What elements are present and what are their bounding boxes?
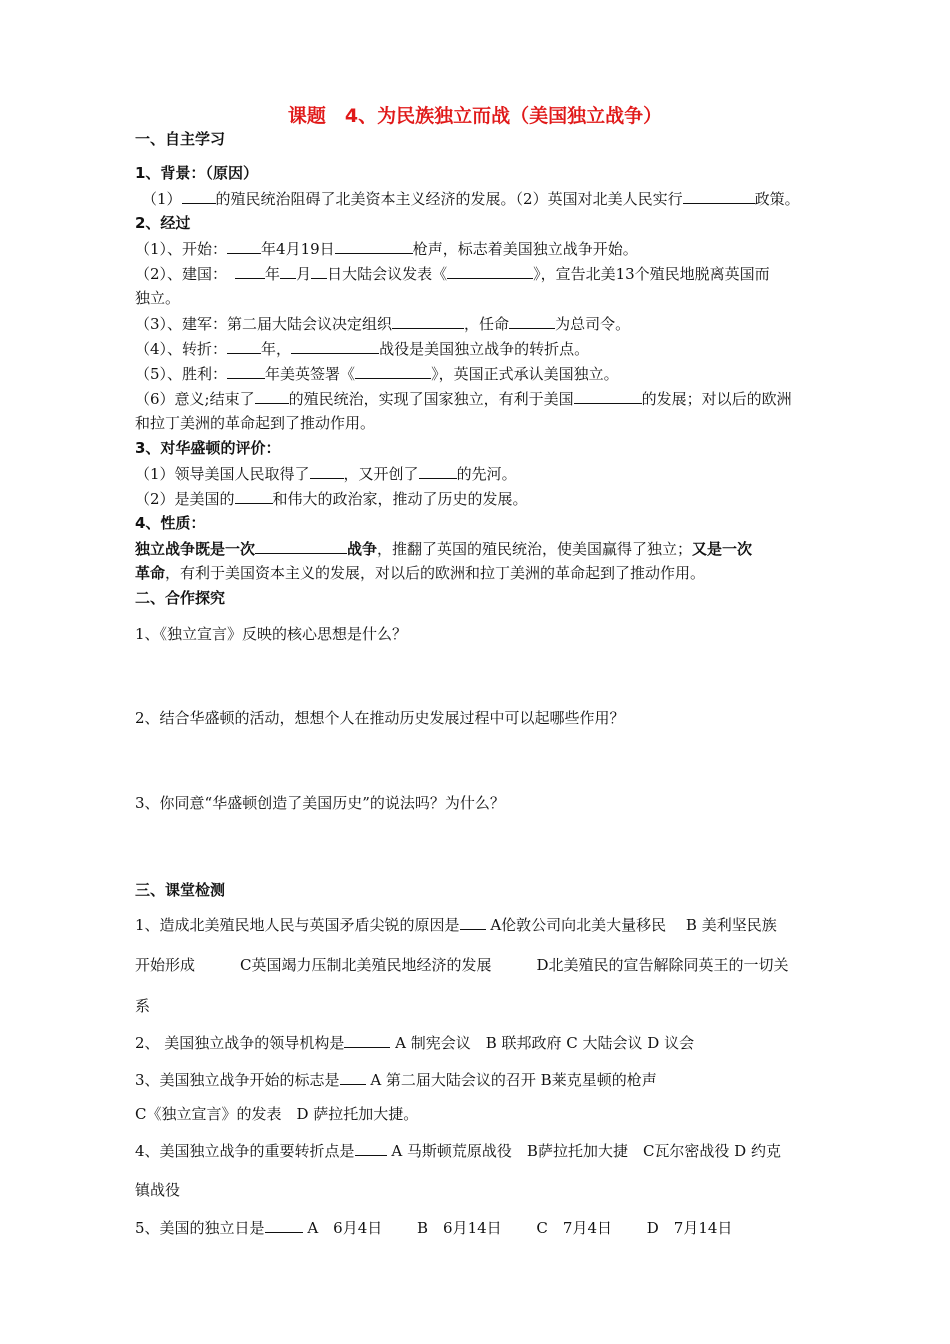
process-meaning-line-2: 和拉丁美洲的革命起到了推动作用。 bbox=[135, 414, 376, 432]
test-question-1: 1、造成北美殖民地人民与英国矛盾尖锐的原因是 A伦敦公司向北美大量移民 B 美利坚民族 bbox=[135, 916, 777, 934]
answer-blank[interactable] bbox=[291, 338, 379, 354]
answer-blank[interactable] bbox=[335, 238, 413, 254]
answer-blank[interactable] bbox=[344, 1032, 390, 1048]
section-heading-self-study: 一、自主学习 bbox=[135, 130, 226, 148]
answer-blank[interactable] bbox=[255, 538, 347, 554]
answer-blank[interactable] bbox=[235, 488, 273, 504]
test-question-1-cont: 开始形成 C英国竭力压制北美殖民地经济的发展 D北美殖民的宣告解除同英王的一切关 bbox=[135, 956, 789, 974]
answer-blank[interactable] bbox=[574, 388, 642, 404]
test-question-3: 3、美国独立战争开始的标志是 A 第二届大陆会议的召开 B莱克星顿的枪声 bbox=[135, 1071, 657, 1089]
section-heading-cooperative-inquiry: 二、合作探究 bbox=[135, 589, 226, 607]
answer-blank[interactable] bbox=[447, 263, 533, 279]
background-line: （1） 的殖民统治阻碍了北美资本主义经济的发展。（2）英国对北美人民实行 政策。 bbox=[142, 190, 800, 208]
answer-blank[interactable] bbox=[419, 463, 457, 479]
answer-blank[interactable] bbox=[227, 363, 265, 379]
answer-blank[interactable] bbox=[311, 263, 327, 279]
answer-blank[interactable] bbox=[683, 188, 755, 204]
page-title: 课题 4、为民族独立而战（美国独立战争） bbox=[287, 105, 663, 127]
test-question-3-cont: C《独立宣言》的发表 D 萨拉托加大捷。 bbox=[135, 1105, 419, 1123]
answer-blank[interactable] bbox=[235, 263, 265, 279]
nature-line-1: 独立战争既是一次 战争，推翻了英国的殖民统治，使美国赢得了独立；又是一次 bbox=[135, 540, 753, 558]
background-heading: 1、背景：（原因） bbox=[135, 164, 258, 182]
evaluation-line-2: （2）是美国的 和伟大的政治家，推动了历史的发展。 bbox=[135, 490, 528, 508]
answer-blank[interactable] bbox=[460, 914, 486, 930]
answer-blank[interactable] bbox=[227, 338, 261, 354]
answer-blank[interactable] bbox=[355, 1140, 387, 1156]
answer-blank[interactable] bbox=[340, 1069, 366, 1085]
test-question-2: 2、 美国独立战争的领导机构是 A 制宪会议 B 联邦政府 C 大陆会议 D 议会 bbox=[135, 1034, 695, 1052]
process-heading: 2、经过 bbox=[135, 214, 191, 232]
process-start-line: （1）、开始： 年4月19日 枪声，标志着美国独立战争开始。 bbox=[135, 240, 638, 258]
process-meaning-line: （6）意义;结束了 的殖民统治，实现了国家独立，有利于美国 的发展；对以后的欧洲 bbox=[135, 390, 792, 408]
evaluation-heading: 3、对华盛顿的评价： bbox=[135, 439, 281, 457]
section-heading-class-test: 三、课堂检测 bbox=[135, 881, 226, 899]
answer-blank[interactable] bbox=[310, 463, 344, 479]
inquiry-question-2: 2、结合华盛顿的活动，想想个人在推动历史发展过程中可以起哪些作用？ bbox=[135, 709, 625, 727]
test-question-4-cont: 镇战役 bbox=[135, 1181, 181, 1199]
answer-blank[interactable] bbox=[509, 313, 555, 329]
process-turn-line: （4）、转折： 年， 战役是美国独立战争的转折点。 bbox=[135, 340, 590, 358]
answer-blank[interactable] bbox=[355, 363, 431, 379]
nature-line-2: 革命，有利于美国资本主义的发展，对以后的欧洲和拉丁美洲的革命起到了推动作用。 bbox=[135, 564, 706, 582]
answer-blank[interactable] bbox=[182, 188, 216, 204]
answer-blank[interactable] bbox=[280, 263, 296, 279]
test-question-4: 4、美国独立战争的重要转折点是 A 马斯顿荒原战役 B萨拉托加大捷 C瓦尔密战役 D 约克 bbox=[135, 1142, 781, 1160]
process-victory-line: （5）、胜利： 年美英签署《 》，英国正式承认美国独立。 bbox=[135, 365, 619, 383]
answer-blank[interactable] bbox=[227, 238, 261, 254]
inquiry-question-1: 1、《独立宣言》反映的核心思想是什么？ bbox=[135, 625, 408, 643]
answer-blank[interactable] bbox=[265, 1217, 303, 1233]
process-army-line: （3）、建军：第二届大陆会议决定组织 ，任命 为总司令。 bbox=[135, 315, 631, 333]
test-question-1-cont-2: 系 bbox=[135, 997, 151, 1015]
test-question-5: 5、美国的独立日是 A 6月4日 B 6月14日 C 7月4日 D 7月14日 bbox=[135, 1219, 733, 1237]
answer-blank[interactable] bbox=[255, 388, 289, 404]
nature-heading: 4、性质： bbox=[135, 514, 206, 532]
answer-blank[interactable] bbox=[392, 313, 464, 329]
evaluation-line-1: （1）领导美国人民取得了 ，又开创了 的先河。 bbox=[135, 465, 517, 483]
inquiry-question-3: 3、你同意“华盛顿创造了美国历史”的说法吗？为什么？ bbox=[135, 794, 505, 812]
process-found-line-2: 独立。 bbox=[135, 289, 181, 307]
process-found-line: （2）、建国： 年 月 日大陆会议发表《 》，宣告北美13个殖民地脱离英国而 bbox=[135, 265, 770, 283]
